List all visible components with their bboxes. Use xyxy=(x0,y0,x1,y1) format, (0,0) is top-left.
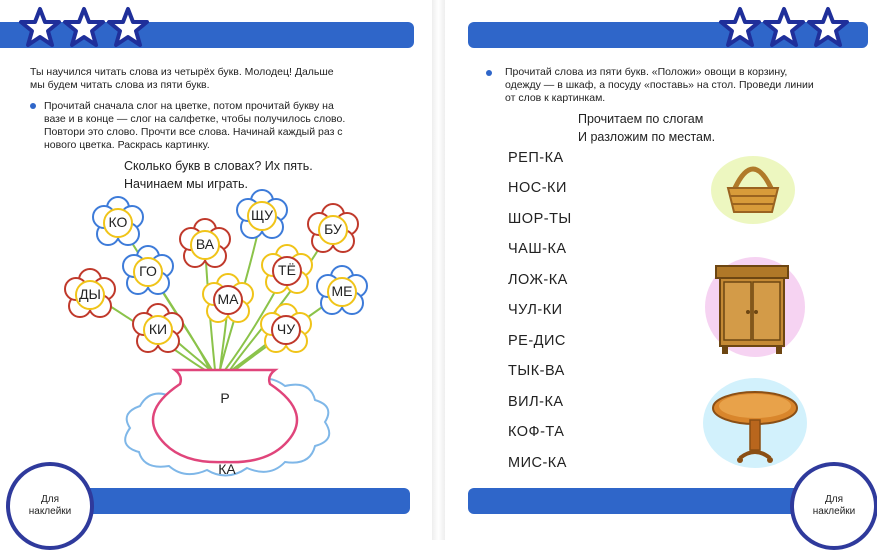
flower-syllable: ТЁ xyxy=(278,262,296,278)
star-icon xyxy=(18,6,62,50)
footer-bar xyxy=(468,488,808,514)
flower-syllable: КО xyxy=(108,214,128,230)
flower-syllable: БУ xyxy=(324,221,342,237)
flower-syllable: ДЫ xyxy=(79,286,101,302)
rating-stars xyxy=(718,6,850,50)
task-text: Прочитай слова из пяти букв. «Положи» овощи в корзину, одежду — в шкаф, а посуду «поставь» на стол. Проведи линии от слов к картинкам. xyxy=(505,66,814,104)
sticker-placeholder[interactable]: Для наклейки xyxy=(6,462,94,550)
table-icon[interactable] xyxy=(700,378,810,478)
flowers-layer xyxy=(0,180,432,380)
word-item: НОС-КИ xyxy=(508,180,567,196)
cabinet-icon[interactable] xyxy=(700,252,810,362)
rating-stars xyxy=(18,6,150,50)
flower-syllable: ГО xyxy=(139,263,157,279)
word-item: ТЫК-ВА xyxy=(508,363,565,379)
napkin-syllable: КА xyxy=(218,461,236,477)
word-item: ВИЛ-КА xyxy=(508,394,564,410)
vase-letter: Р xyxy=(220,390,230,406)
flower-syllable: ЧУ xyxy=(276,321,296,337)
poem: Прочитаем по слогам И разложим по местам. xyxy=(578,112,716,144)
flower-syllable: КИ xyxy=(148,321,168,337)
star-icon xyxy=(806,6,850,50)
word-item: ЛОЖ-КА xyxy=(508,272,568,288)
word-item: ЧУЛ-КИ xyxy=(508,302,563,318)
basket-icon[interactable] xyxy=(708,148,798,228)
intro-text: Ты научился читать слова из четырёх букв. Молодец! Дальше мы будем читать слова из пяти букв. xyxy=(30,66,334,91)
flower-syllable: ВА xyxy=(195,236,215,252)
word-item: ШОР-ТЫ xyxy=(508,211,572,227)
flower-syllable: ЩУ xyxy=(250,207,274,223)
flower-syllable: МЕ xyxy=(331,283,353,299)
word-item: МИС-КА xyxy=(508,455,567,471)
star-icon xyxy=(762,6,806,50)
bullet-icon xyxy=(30,103,36,109)
flower-syllable: МА xyxy=(217,291,239,307)
task-text: Прочитай сначала слог на цветке, потом прочитай букву на вазе и в конце — слог на салфетке, чтобы получилось слово. Повтори это слово. Прочти все слова. Начинай каждый раз с нового цветка. Раскрась картинку. xyxy=(44,100,346,151)
sticker-placeholder[interactable]: Для наклейки xyxy=(790,462,877,550)
word-item: ЧАШ-КА xyxy=(508,241,567,257)
word-item: КОФ-ТА xyxy=(508,424,565,440)
footer-bar xyxy=(66,488,410,514)
book-gutter xyxy=(432,0,445,540)
word-item: РЕ-ДИС xyxy=(508,333,566,349)
left-page xyxy=(0,0,432,540)
star-icon xyxy=(62,6,106,50)
word-item: РЕП-КА xyxy=(508,150,564,166)
star-icon xyxy=(106,6,150,50)
star-icon xyxy=(718,6,762,50)
bullet-icon xyxy=(486,70,492,76)
poem: Сколько букв в словах? Их пять. Начинаем мы играть. xyxy=(124,159,313,191)
